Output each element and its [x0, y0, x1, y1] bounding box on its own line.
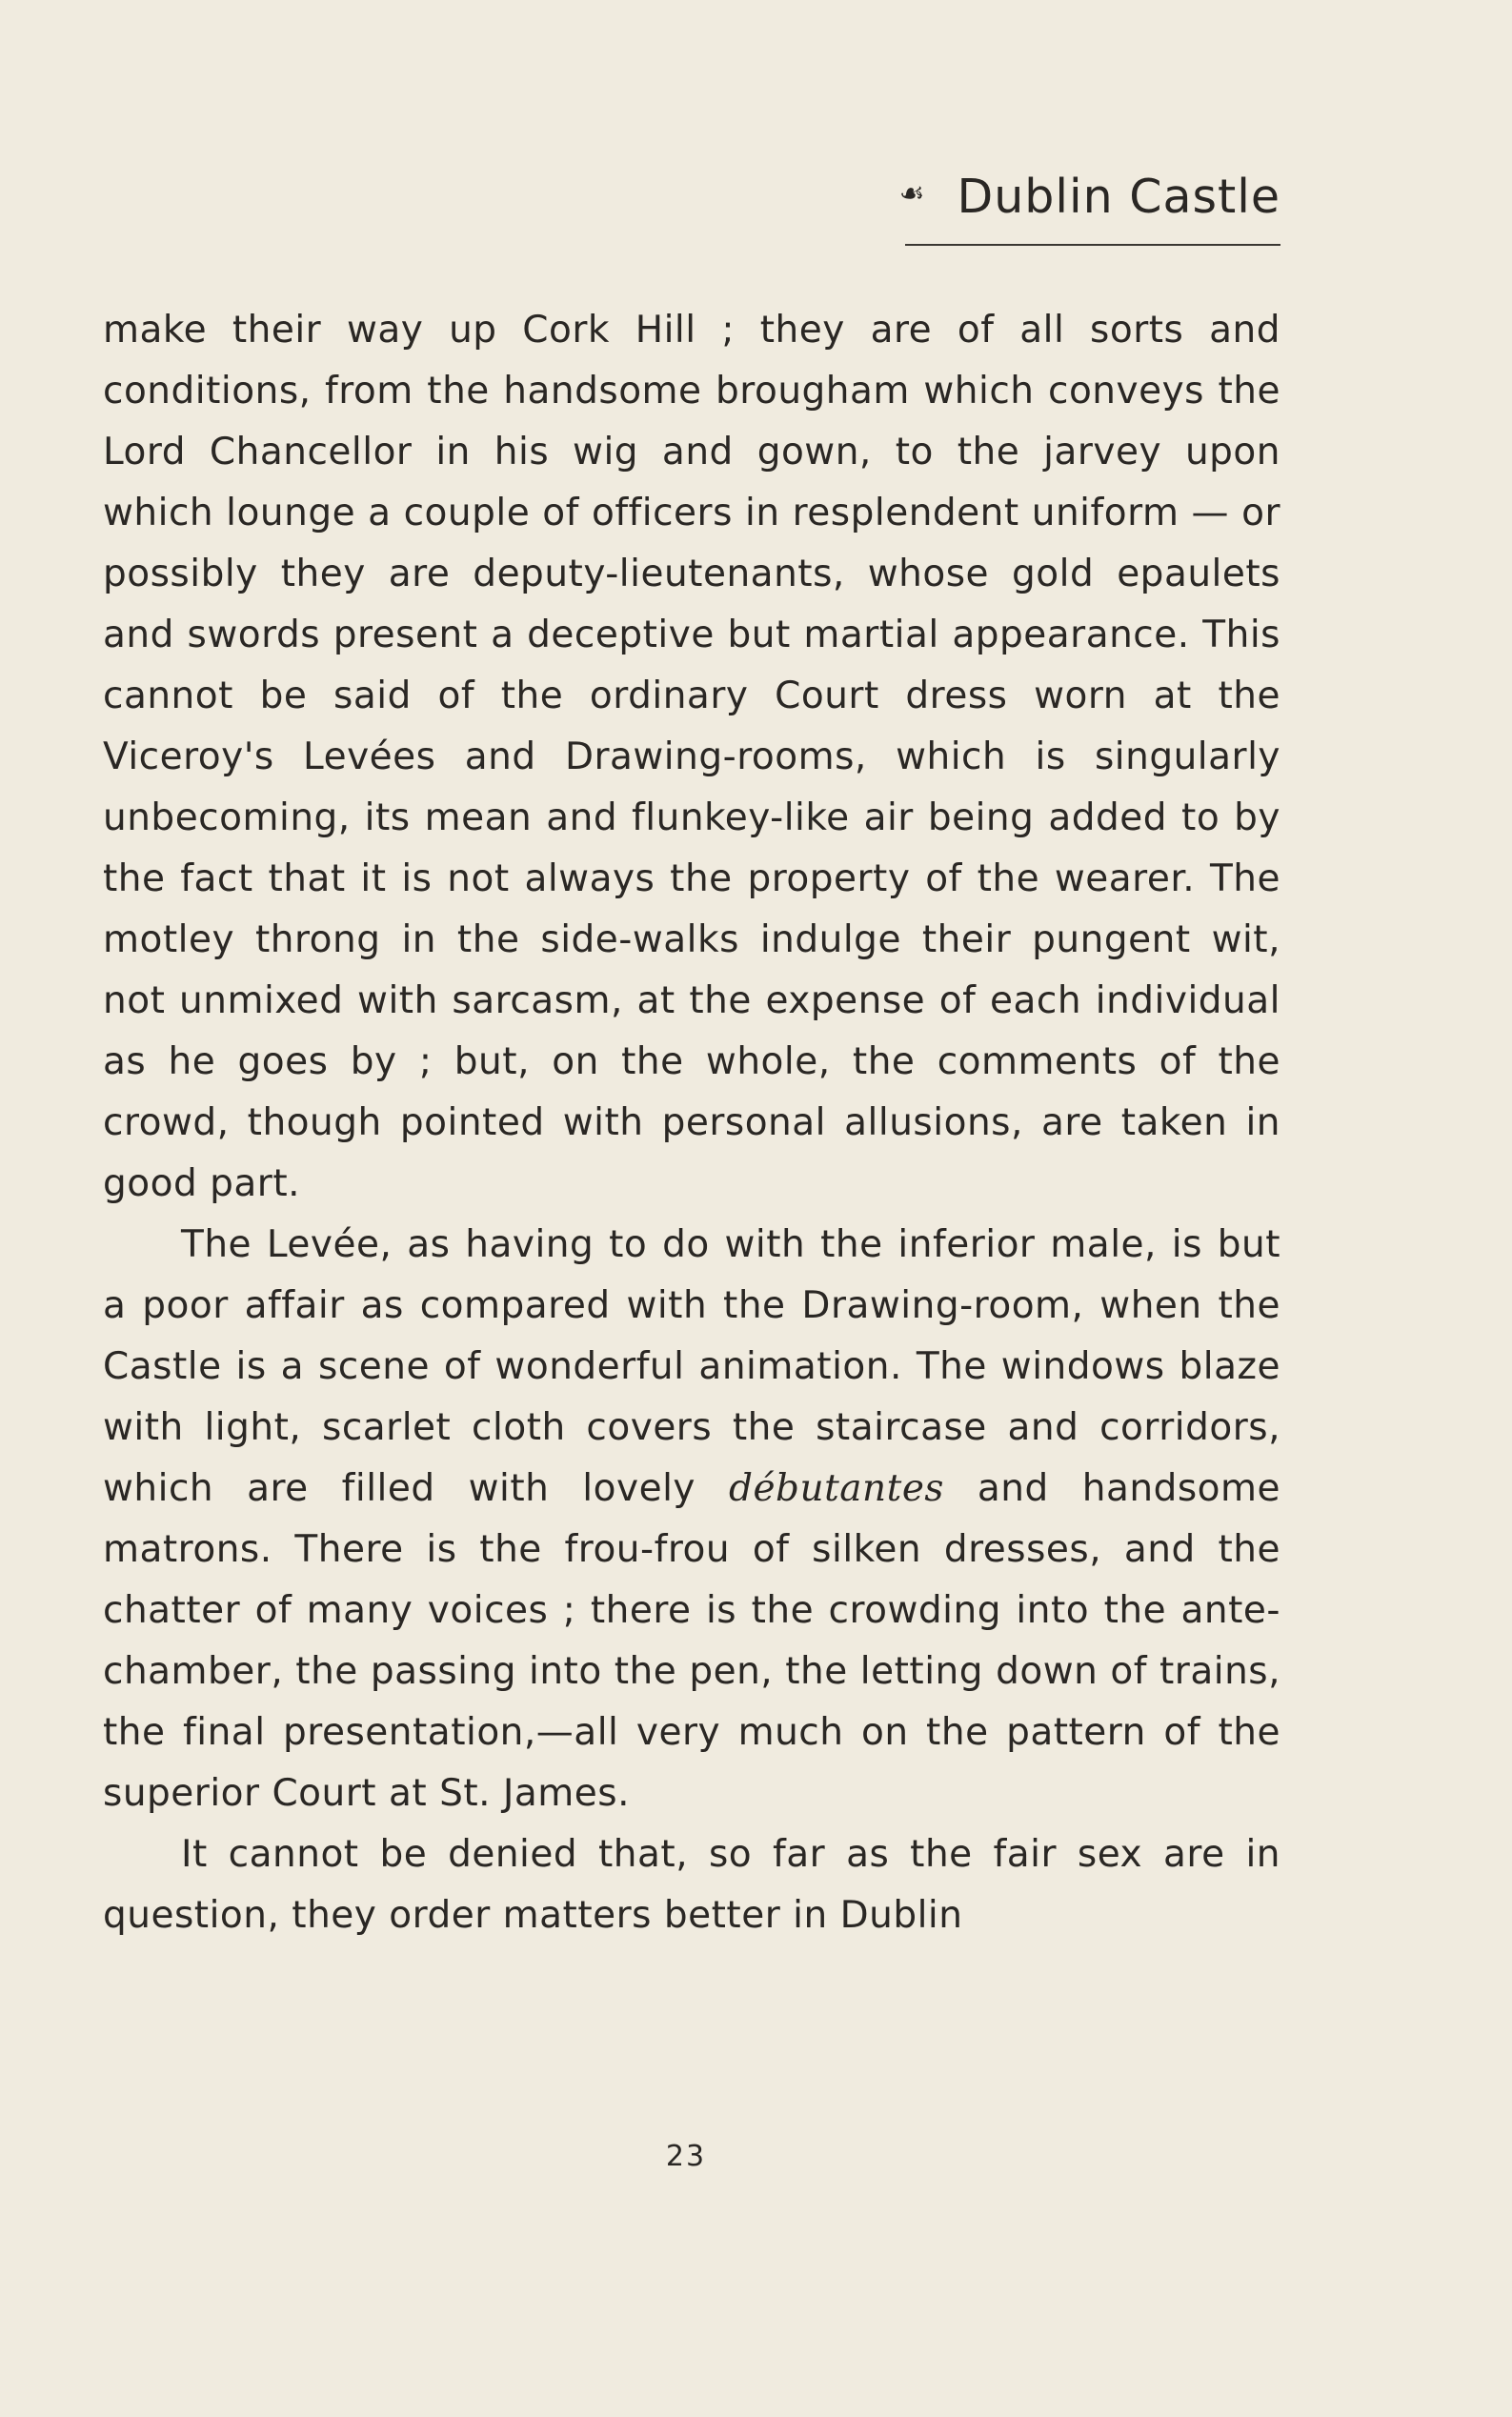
- running-head: [103, 170, 1280, 246]
- paragraph-2-start: The Levée, as having to do with the inferior male, is but a poor affair as compared with the Drawing-room, when the Castle is a scene of wonderful animation. The windows blaze with light, scarlet cloth covers the staircase and corridors, which are filled with lovely: [103, 1223, 1280, 1510]
- paragraph-1: make their way up Cork Hill ; they are of all sorts and conditions, from the handsome brougham which conveys the Lord Chancellor in his wig and gown, to the jarvey upon which lounge a couple of officers in resplendent uniform — or possibly they are deputy-lieutenants, whose gold epaulets and swords present a deceptive but martial appearance. This cannot be said of the ordinary Court dress worn at the Viceroy's Levées and Drawing-rooms, which is singularly unbecoming, its mean and flunkey-like air being added to by the fact that it is not always the property of the wearer. The motley throng in the side-walks indulge their pungent wit, not unmixed with sarcasm, at the expense of each individual as he goes by ; but, on the whole, the comments of the crowd, though pointed with personal allusions, are taken in good part.: [103, 309, 1280, 1205]
- paragraph-2: [103, 1215, 1280, 1824]
- paragraph-2-end: and handsome matrons. There is the frou-frou of silken dresses, and the chatter of many voices ; there is the crowding into the ante-chamber, the passing into the pen, the letting down of trains, the final presentation,—all very much on the pattern of the superior Court at St. James.: [103, 1467, 1281, 1815]
- header-rule: [905, 244, 1280, 246]
- paragraph-3: It cannot be denied that, so far as the fair sex are in question, they order matters better in Dublin: [103, 1833, 1280, 1937]
- page-number: 23: [665, 2140, 707, 2173]
- running-title: Dublin Castle: [957, 170, 1280, 224]
- body-text: [103, 300, 1280, 1946]
- fleuron-icon: ☙: [898, 177, 925, 211]
- italic-term: débutantes: [728, 1467, 944, 1510]
